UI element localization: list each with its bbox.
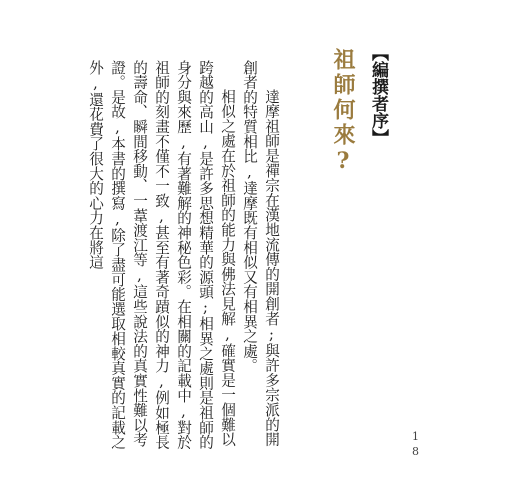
section-label: 【編撰者序】	[368, 44, 388, 146]
chapter-title: 祖師何來?	[330, 48, 356, 177]
body-text	[84, 60, 282, 450]
paragraph-2: 相似之處在於祖師的能力與佛法見解,確實是一個難以跨越的高山,是許多思想精華的源頭;相異之處則是祖師的身分與來歷,有著難解的神秘色彩。在相關的記載中,對於祖師的刻畫不僅不一致,甚至有著奇蹟似的神力,例如極長的壽命、瞬間移動、一葦渡江等,這些說法的真實性難以考證。是故,本書的撰寫,除了盡可能選取相較真實的記載之外,還花費了很大的心力在將這	[87, 60, 236, 450]
paragraph-1: 達摩祖師是禪宗在漢地流傳的開創者;與許多宗派的開創者的特質相比,達摩既有相似又有相異之處。	[241, 60, 280, 447]
page-number: 18	[409, 430, 422, 460]
